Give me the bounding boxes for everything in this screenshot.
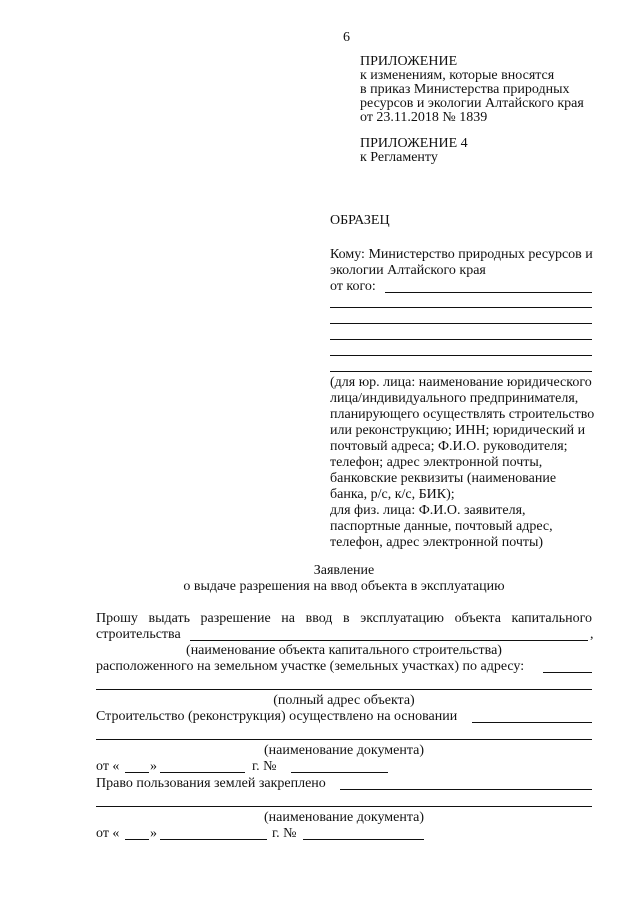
land-document-field[interactable]	[96, 806, 592, 807]
date-month-year-field[interactable]	[160, 772, 245, 773]
caption-object-name: (наименование объекта капитального строительства)	[186, 643, 502, 658]
date-close-quote: »	[150, 759, 157, 774]
from-field-line[interactable]	[330, 307, 592, 308]
comma: ,	[590, 627, 594, 642]
from-field-line[interactable]	[330, 355, 592, 356]
request-line: Прошу выдать разрешение на ввод в эксплуатацию объекта капитального	[96, 611, 592, 626]
date-close-quote: »	[150, 826, 157, 841]
instruction-line: почтовый адреса; Ф.И.О. руководителя;	[330, 439, 568, 454]
located-text: расположенного на земельном участке (земельных участках) по адресу:	[96, 659, 525, 674]
caption-full-address: (полный адрес объекта)	[273, 693, 415, 708]
instruction-line: паспортные данные, почтовый адрес,	[330, 519, 553, 534]
appendix-4-title: ПРИЛОЖЕНИЕ 4	[360, 136, 468, 151]
land-right-text: Право пользования землей закреплено	[96, 776, 326, 791]
instruction-line: или реконструкцию; ИНН; юридический и	[330, 423, 586, 438]
document-number-field[interactable]	[303, 839, 424, 840]
addressee-to-line: экологии Алтайского края	[330, 263, 486, 278]
instruction-line: телефон, адрес электронной почты)	[330, 535, 544, 550]
number-label: г. №	[252, 759, 277, 774]
object-name-field[interactable]	[190, 640, 588, 641]
appendix-title: ПРИЛОЖЕНИЕ	[360, 54, 458, 69]
number-label: г. №	[272, 826, 297, 841]
instruction-line: банка, р/с, к/с, БИК);	[330, 487, 455, 502]
basis-document-field[interactable]	[96, 739, 592, 740]
appendix-line: от 23.11.2018 № 1839	[360, 110, 488, 125]
appendix-line: к изменениям, которые вносятся	[360, 68, 555, 83]
date-from-label: от «	[96, 759, 120, 774]
instruction-line: (для юр. лица: наименование юридического	[330, 375, 592, 390]
statement-subtitle: о выдаче разрешения на ввод объекта в эксплуатацию	[183, 579, 505, 594]
from-label: от кого:	[330, 279, 376, 294]
address-field[interactable]	[543, 672, 592, 673]
land-document-field[interactable]	[340, 789, 592, 790]
basis-document-field[interactable]	[472, 722, 592, 723]
caption-document: (наименование документа)	[263, 810, 425, 825]
document-number-field[interactable]	[291, 772, 388, 773]
caption-document: (наименование документа)	[263, 743, 425, 758]
instruction-line: банковские реквизиты (наименование	[330, 471, 557, 486]
sample-label: ОБРАЗЕЦ	[330, 213, 390, 228]
date-day-field[interactable]	[125, 772, 149, 773]
instruction-line: планирующего осуществлять строительство	[330, 407, 595, 422]
from-field-line[interactable]	[330, 339, 592, 340]
instruction-line: лица/индивидуального предпринимателя,	[330, 391, 579, 406]
from-field-line[interactable]	[330, 371, 592, 372]
statement-title: Заявление	[313, 563, 375, 578]
page-number: 6	[343, 30, 350, 45]
appendix-4-subtitle: к Регламенту	[360, 150, 438, 165]
addressee-to-line: Кому: Министерство природных ресурсов и	[330, 247, 593, 262]
address-field[interactable]	[96, 689, 592, 690]
date-from-label: от «	[96, 826, 120, 841]
construction-word: строительства	[96, 627, 181, 642]
appendix-line: в приказ Министерства природных	[360, 82, 570, 97]
instruction-line: телефон; адрес электронной почты,	[330, 455, 543, 470]
instruction-line: для физ. лица: Ф.И.О. заявителя,	[330, 503, 526, 518]
date-day-field[interactable]	[125, 839, 149, 840]
appendix-line: ресурсов и экологии Алтайского края	[360, 96, 584, 111]
construction-basis-text: Строительство (реконструкция) осуществлено на основании	[96, 709, 458, 724]
from-field-line[interactable]	[385, 292, 592, 293]
from-field-line[interactable]	[330, 323, 592, 324]
date-month-year-field[interactable]	[160, 839, 267, 840]
